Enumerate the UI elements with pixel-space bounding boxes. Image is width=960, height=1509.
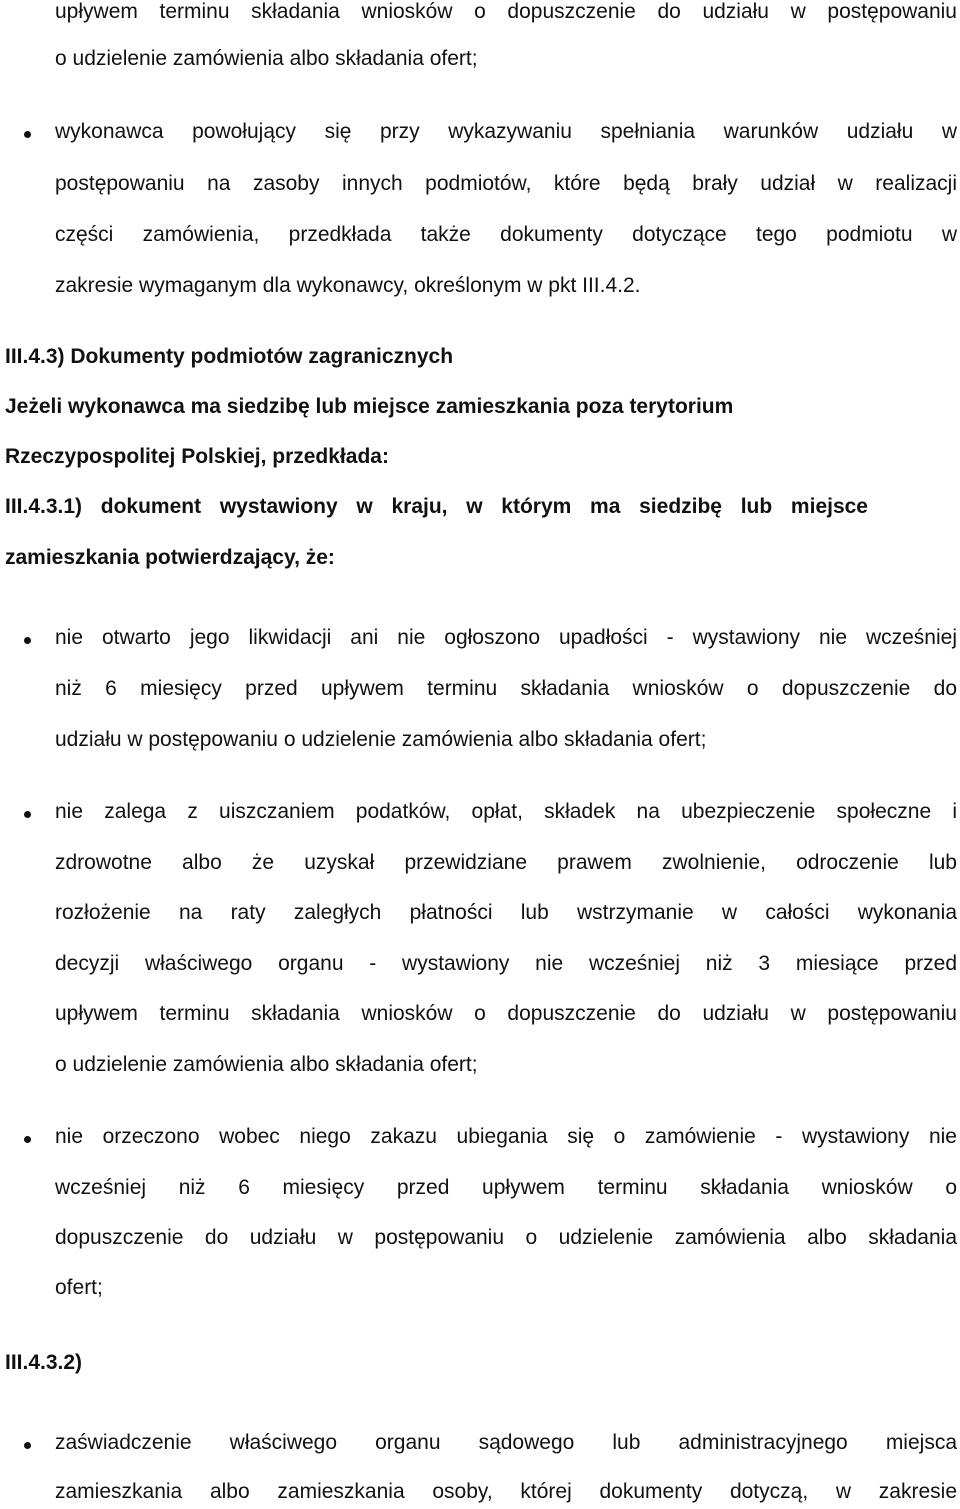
- text-line: III.4.3.1) dokument wystawiony w kraju, w którym ma siedzibę lub miejsce: [5, 495, 868, 518]
- bullet-icon: [24, 131, 31, 138]
- text-line: dopuszczenie do udziału w postępowaniu o udzielenie zamówienia albo składania: [55, 1226, 957, 1249]
- text-line: udziału w postępowaniu o udzielenie zamówienia albo składania ofert;: [55, 728, 707, 751]
- text-line: ofert;: [55, 1276, 103, 1299]
- text-line: zakresie wymaganym dla wykonawcy, określonym w pkt III.4.2.: [55, 274, 641, 297]
- text-line: nie otwarto jego likwidacji ani nie ogłoszono upadłości - wystawiony nie wcześniej: [55, 626, 957, 649]
- bullet-icon: [24, 637, 31, 644]
- text-line: o udzielenie zamówienia albo składania ofert;: [55, 1053, 478, 1076]
- text-line: upływem terminu składania wniosków o dopuszczenie do udziału w postępowaniu: [55, 0, 957, 23]
- text-line: decyzji właściwego organu - wystawiony nie wcześniej niż 3 miesiące przed: [55, 952, 957, 975]
- section-heading: III.4.3) Dokumenty podmiotów zagranicznych: [5, 345, 454, 368]
- text-line: zamieszkania albo zamieszkania osoby, której dokumenty dotyczą, w zakresie: [55, 1480, 957, 1503]
- text-line: zdrowotne albo że uzyskał przewidziane prawem zwolnienie, odroczenie lub: [55, 851, 957, 874]
- text-line: zamieszkania potwierdzający, że:: [5, 546, 335, 569]
- text-line: części zamówienia, przedkłada także dokumenty dotyczące tego podmiotu w: [55, 223, 957, 246]
- text-line: upływem terminu składania wniosków o dopuszczenie do udziału w postępowaniu: [55, 1002, 957, 1025]
- text-line: zaświadczenie właściwego organu sądowego lub administracyjnego miejsca: [55, 1431, 957, 1454]
- subsection-heading: III.4.3.2): [5, 1351, 83, 1374]
- text-line: wcześniej niż 6 miesięcy przed upływem terminu składania wniosków o: [55, 1176, 957, 1199]
- text-line: Rzeczypospolitej Polskiej, przedkłada:: [5, 445, 389, 468]
- text-line: nie zalega z uiszczaniem podatków, opłat, składek na ubezpieczenie społeczne i: [55, 800, 957, 823]
- text-line: o udzielenie zamówienia albo składania ofert;: [55, 47, 478, 70]
- bullet-icon: [24, 811, 31, 818]
- text-line: wykonawca powołujący się przy wykazywaniu spełniania warunków udziału w: [55, 120, 957, 143]
- bullet-icon: [24, 1442, 31, 1449]
- text-line: postępowaniu na zasoby innych podmiotów, które będą brały udział w realizacji: [55, 172, 957, 195]
- text-line: nie orzeczono wobec niego zakazu ubiegania się o zamówienie - wystawiony nie: [55, 1125, 957, 1148]
- text-line: niż 6 miesięcy przed upływem terminu składania wniosków o dopuszczenie do: [55, 677, 957, 700]
- text-line: Jeżeli wykonawca ma siedzibę lub miejsce zamieszkania poza terytorium: [5, 395, 734, 418]
- text-line: rozłożenie na raty zaległych płatności lub wstrzymanie w całości wykonania: [55, 901, 957, 924]
- bullet-icon: [24, 1136, 31, 1143]
